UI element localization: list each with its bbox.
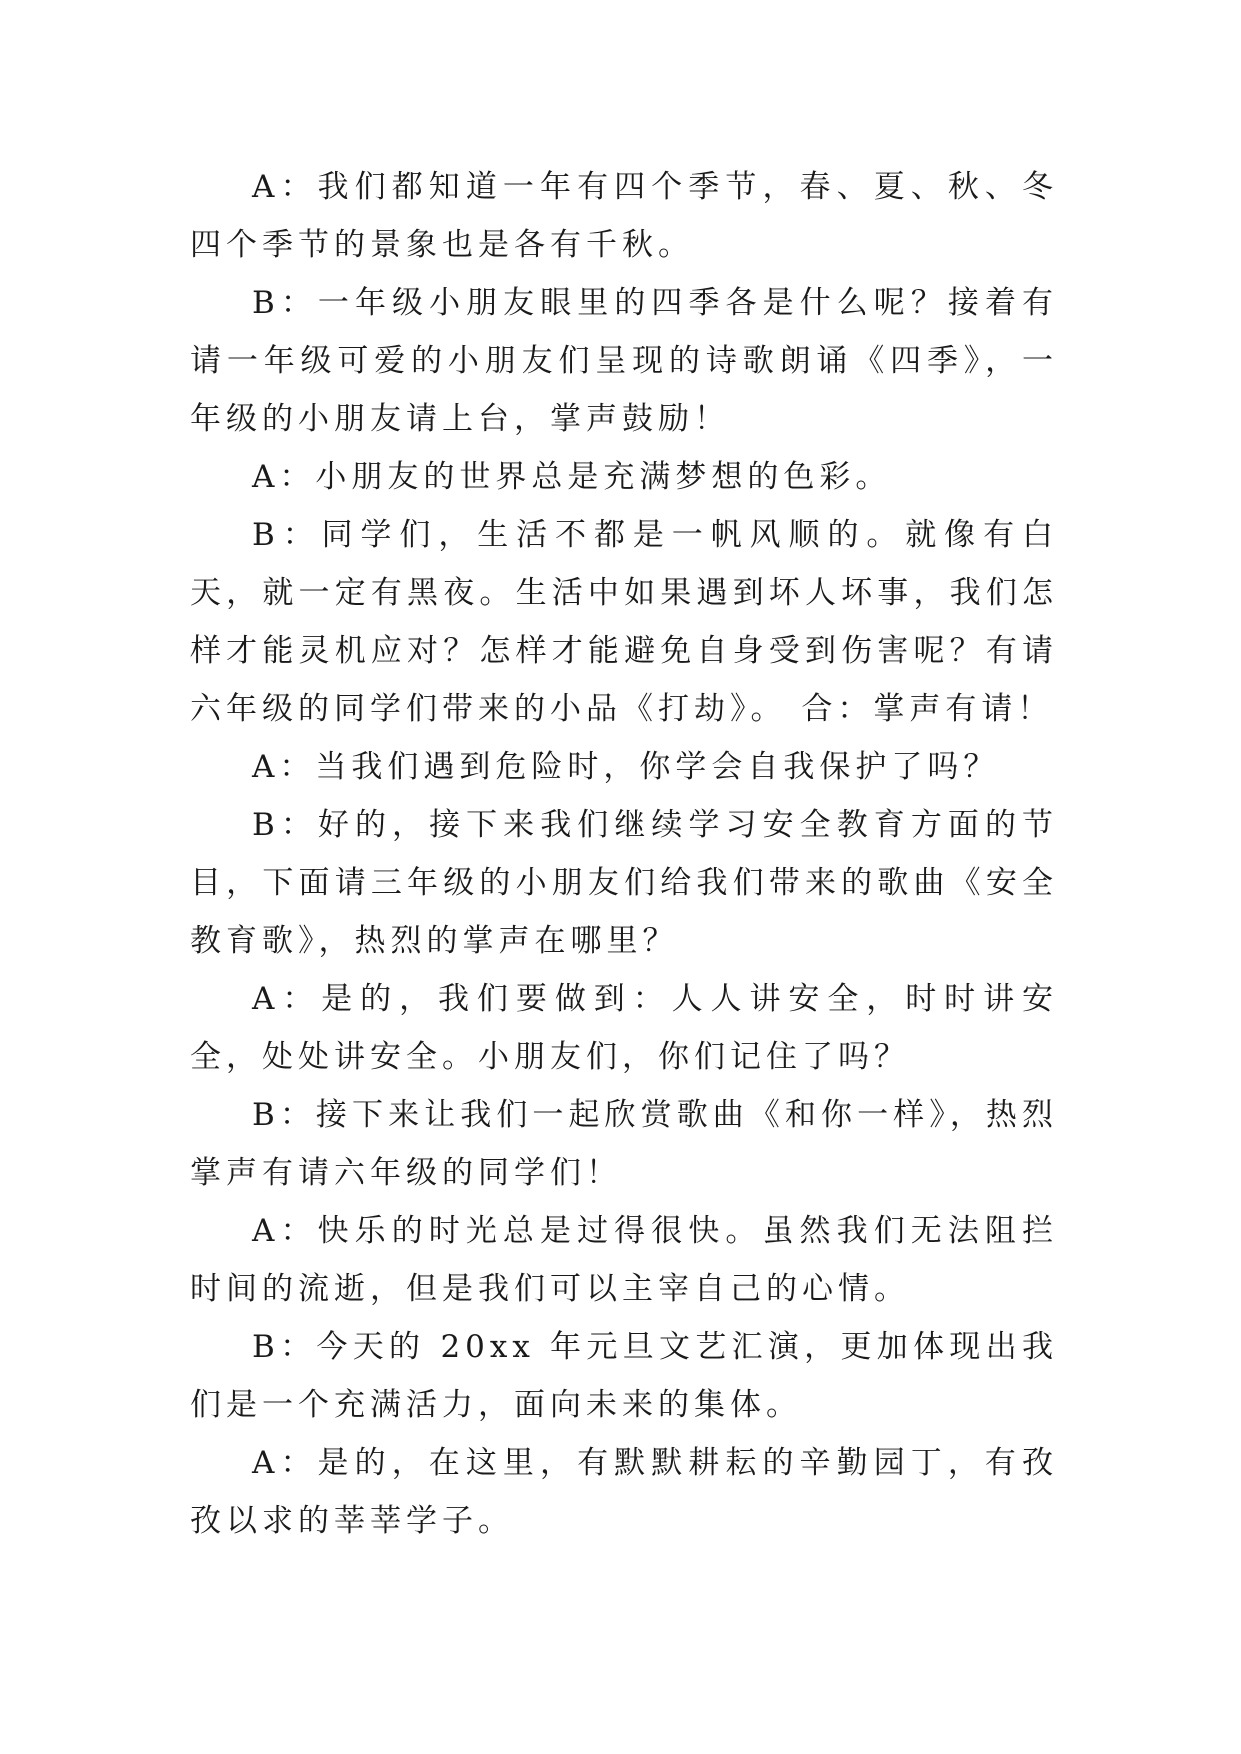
paragraph-9: A：快乐的时光总是过得很快。虽然我们无法阻拦时间的流逝，但是我们可以主宰自己的心情。 <box>190 1213 1058 1307</box>
paragraph-1: A：我们都知道一年有四个季节，春、夏、秋、冬四个季节的景象也是各有千秋。 <box>190 169 1058 263</box>
paragraph-11: A：是的，在这里，有默默耕耘的辛勤园丁，有孜孜以求的莘莘学子。 <box>190 1445 1058 1539</box>
document-page <box>190 158 1058 1550</box>
paragraph-6: B：好的，接下来我们继续学习安全教育方面的节目，下面请三年级的小朋友们给我们带来的歌曲《安全教育歌》，热烈的掌声在哪里？ <box>190 807 1058 959</box>
paragraph-2: B：一年级小朋友眼里的四季各是什么呢？接着有请一年级可爱的小朋友们呈现的诗歌朗诵《四季》，一年级的小朋友请上台，掌声鼓励！ <box>190 285 1058 437</box>
paragraph-5: A：当我们遇到危险时，你学会自我保护了吗？ <box>252 749 1000 785</box>
paragraph-8: B：接下来让我们一起欣赏歌曲《和你一样》，热烈掌声有请六年级的同学们！ <box>190 1097 1058 1191</box>
paragraph-10: B：今天的 20xx 年元旦文艺汇演，更加体现出我们是一个充满活力，面向未来的集体。 <box>190 1329 1058 1423</box>
paragraph-7: A：是的，我们要做到：人人讲安全，时时讲安全，处处讲安全。小朋友们，你们记住了吗？ <box>190 981 1058 1075</box>
paragraph-3: A：小朋友的世界总是充满梦想的色彩。 <box>252 459 892 495</box>
paragraph-4: B：同学们，生活不都是一帆风顺的。就像有白天，就一定有黑夜。生活中如果遇到坏人坏事，我们怎样才能灵机应对？怎样才能避免自身受到伤害呢？有请六年级的同学们带来的小品《打劫》。 合：掌声有请！ <box>190 517 1058 727</box>
